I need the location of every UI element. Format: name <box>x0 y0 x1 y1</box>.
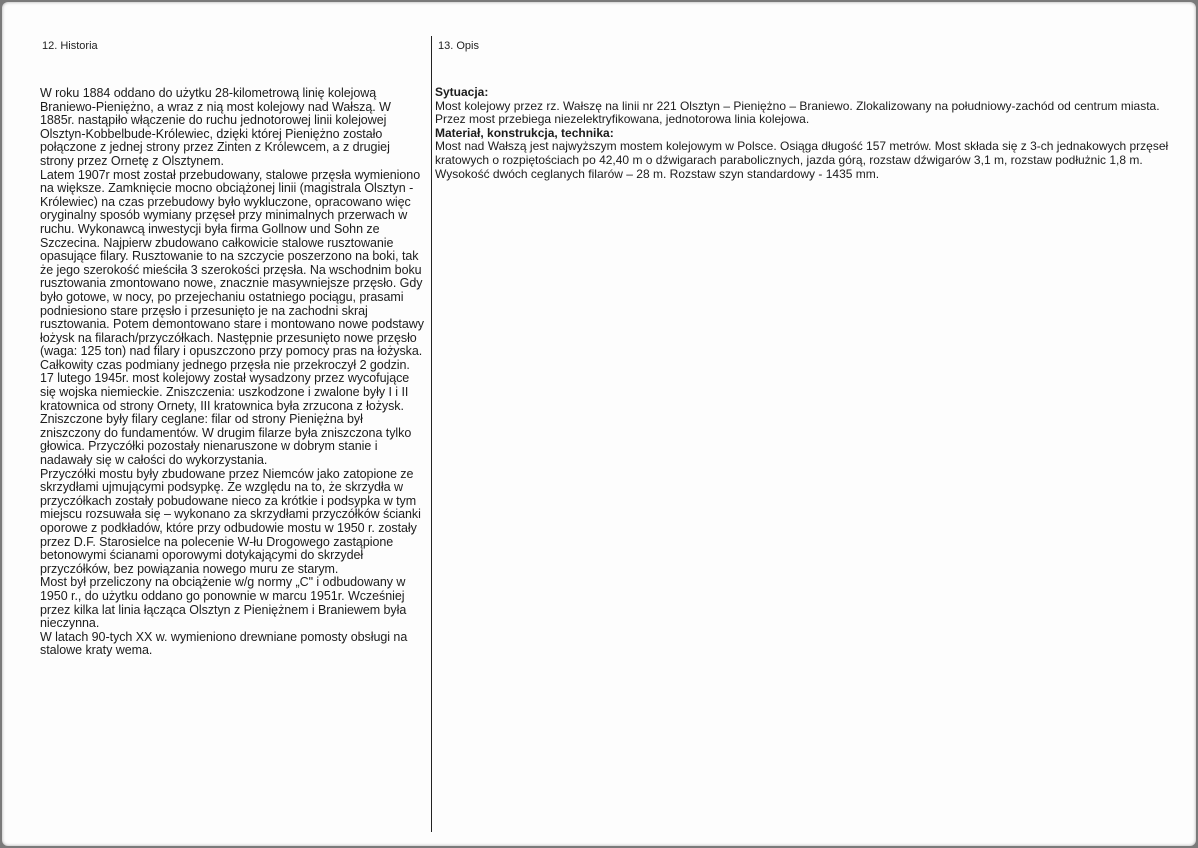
section-heading-historia: 12. Historia <box>42 40 98 52</box>
history-paragraph: W roku 1884 oddano do użytku 28-kilometrową linię kolejową Braniewo-Pieniężno, a wraz z nią most kolejowy nad Wałszą. W 1885r. nastąpiło włączenie do ruchu jednotorowej linii kolejowej Olsztyn-Kobbelbude-Królewiec, dzięki której Pieniężno zostało połączone z jednej strony przez Zinten z Królewcem, a z drugiej strony przez Ornetę z Olsztynem. <box>40 86 391 168</box>
situation-subheading: Sytuacja: <box>435 85 489 99</box>
column-divider <box>431 36 432 832</box>
section-heading-opis: 13. Opis <box>438 40 479 52</box>
material-paragraph: Most nad Wałszą jest najwyższym mostem kolejowym w Polsce. Osiąga długość 157 metrów. Most składa się z 3-ch jednakowych przęseł kratowych o rozpiętościach po 42,40 m o dźwigarach parabolicznych, jazda górą, rozstaw dźwigarów 3,1 m, rozstaw podłużnic 1,8 m. Wysokość dwóch ceglanych filarów – 28 m. Rozstaw szyn standardowy - 1435 mm. <box>435 139 1169 181</box>
history-paragraph: Przyczółki mostu były zbudowane przez Niemców jako zatopione ze skrzydłami ujmującymi podsypkę. Ze względu na to, że skrzydła w przyczółkach zostały pobudowane nieco za krótkie i podsypka w tym miejscu rozsuwała się – wykonano za skrzydłami przyczółków ścianki oporowe z podkładów, które przy odbudowie mostu w 1950 r. zostały przez D.F. Starosielce na polecenie W-łu Drogowego zastąpione betonowymi ścianami oporowymi dotykającymi do skrzydeł przyczółków, bez powiązania nowego muru ze starym. <box>40 466 421 576</box>
description-column <box>435 86 1175 181</box>
history-paragraph: Most był przeliczony na obciążenie w/g normy „C" i odbudowany w 1950 r., do użytku oddano go ponownie w marcu 1951r. Wcześniej przez kilka lat linia łącząca Olsztyn z Pieniężnem i Braniewem była nieczynna. <box>40 575 407 631</box>
history-paragraph: Latem 1907r most został przebudowany, stalowe przęsła wymieniono na większe. Zamknięcie mocno obciążonej linii (magistrala Olsztyn - Królewiec) na czas przebudowy było wykluczone, opracowano więc oryginalny sposób wymiany przęseł przy minimalnych przerwach w ruchu. Wykonawcą inwestycji była firma Gollnow und Sohn ze Szczecina. Najpierw zbudowano całkowicie stalowe rusztowanie opasujące filary. Rusztowanie to na szczycie poszerzono na boki, tak że jego szerokość mieściła 3 szerokości przęsła. Na wschodnim boku rusztowania zmontowano nowe, znacznie masywniejsze przęsło. Gdy było gotowe, w nocy, po przejechaniu ostatniego pociągu, prasami podniesiono stare przęsło i przesunięto je na zachodni skraj rusztowania. Potem demontowano stare i montowano nowe podstawy łożysk na filarach/przyczółkach. Następnie przesunięto nowe przęsło (waga: 125 ton) nad filary i opuszczono przy pomocy pras na łożyska. Całkowity czas podmiany jednego przęsła nie przekroczył 2 godzin. <box>40 167 424 372</box>
history-column <box>40 87 425 658</box>
document-sheet <box>2 2 1196 846</box>
situation-paragraph: Most kolejowy przez rz. Wałszę na linii nr 221 Olsztyn – Pieniężno – Braniewo. Zlokalizowany na południowy-zachód od centrum miasta. <box>435 98 1160 113</box>
history-paragraph: 17 lutego 1945r. most kolejowy został wysadzony przez wycofujące się wojska niemieckie. Zniszczenia: uszkodzone i zwalone były I i II kratownica od strony Ornety, III kratownica była zrzucona z łożysk. Zniszczone były filary ceglane: filar od strony Pieniężna był zniszczony do fundamentów. W drugim filarze była zniszczona tylko głowica. Przyczółki pozostały nienaruszone w dobrym stanie i nadawały się w całości do wykorzystania. <box>40 371 412 468</box>
situation-paragraph: Przez most przebiega niezelektryfikowana, jednotorowa linia kolejowa. <box>435 112 810 127</box>
history-paragraph: W latach 90-tych XX w. wymieniono drewniane pomosty obsługi na stalowe kraty wema. <box>40 629 408 658</box>
material-subheading: Materiał, konstrukcja, technika: <box>435 125 614 140</box>
